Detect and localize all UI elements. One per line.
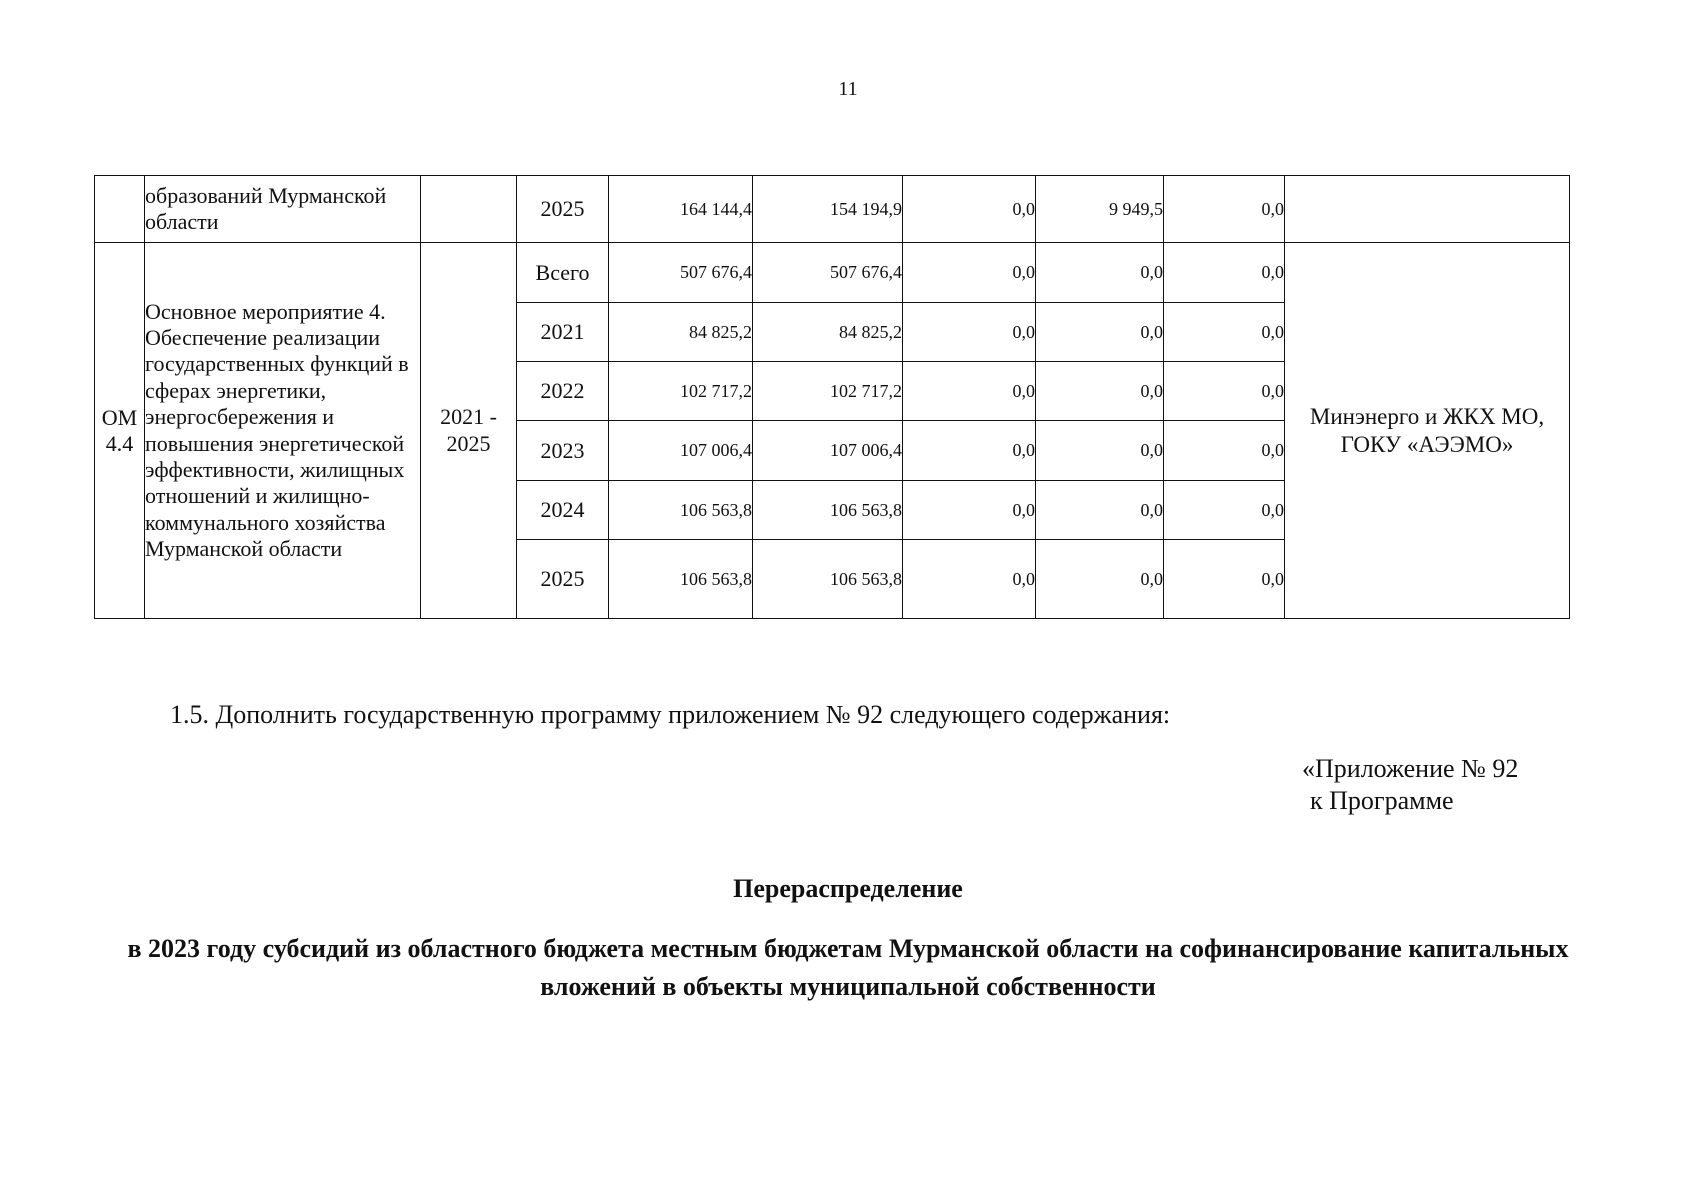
year-cell: Всего xyxy=(517,243,609,303)
value-regional: 106 563,8 xyxy=(753,540,903,619)
appendix-reference xyxy=(1302,753,1518,817)
value-total: 84 825,2 xyxy=(609,303,753,362)
value-regional: 102 717,2 xyxy=(753,362,903,421)
document-heading: Перераспределение xyxy=(733,874,963,903)
value-federal: 0,0 xyxy=(903,176,1036,243)
value-other: 0,0 xyxy=(1164,481,1285,540)
value-federal: 0,0 xyxy=(903,481,1036,540)
value-local: 0,0 xyxy=(1036,362,1164,421)
value-total: 102 717,2 xyxy=(609,362,753,421)
appendix-line: к Программе xyxy=(1310,786,1454,816)
table-row-continued xyxy=(95,176,1570,243)
value-total: 107 006,4 xyxy=(609,421,753,481)
value-regional: 507 676,4 xyxy=(753,243,903,303)
value-local: 0,0 xyxy=(1036,421,1164,481)
value-regional: 84 825,2 xyxy=(753,303,903,362)
row-period xyxy=(421,176,517,243)
value-regional: 154 194,9 xyxy=(753,176,903,243)
value-total: 507 676,4 xyxy=(609,243,753,303)
value-federal: 0,0 xyxy=(903,362,1036,421)
value-federal: 0,0 xyxy=(903,421,1036,481)
year-cell: 2022 xyxy=(517,362,609,421)
event-title: Основное мероприятие 4. Обеспечение реализации государственных функций в сферах энергетики, энергосбережения и повышения энергетической эффективности, жилищных отношений и жилищно-коммунального хозяйства Мурманской области xyxy=(145,243,421,619)
year-cell: 2025 xyxy=(517,540,609,619)
value-other: 0,0 xyxy=(1164,243,1285,303)
row-title: образований Мурманской области xyxy=(145,176,421,243)
value-federal: 0,0 xyxy=(903,303,1036,362)
value-other: 0,0 xyxy=(1164,362,1285,421)
amendment-paragraph: 1.5. Дополнить государственную программу приложением № 92 следующего содержания: xyxy=(170,700,1171,729)
value-local: 0,0 xyxy=(1036,481,1164,540)
year-cell: 2021 xyxy=(517,303,609,362)
value-other: 0,0 xyxy=(1164,176,1285,243)
value-other: 0,0 xyxy=(1164,540,1285,619)
value-total: 106 563,8 xyxy=(609,540,753,619)
row-executor xyxy=(1285,176,1570,243)
value-regional: 106 563,8 xyxy=(753,481,903,540)
value-total: 106 563,8 xyxy=(609,481,753,540)
table-row xyxy=(95,243,1570,303)
page-number: 11 xyxy=(838,78,858,100)
year-cell: 2025 xyxy=(517,176,609,243)
value-local: 0,0 xyxy=(1036,243,1164,303)
value-local: 9 949,5 xyxy=(1036,176,1164,243)
value-other: 0,0 xyxy=(1164,303,1285,362)
year-cell: 2024 xyxy=(517,481,609,540)
event-code: ОМ 4.4 xyxy=(95,243,145,619)
value-regional: 107 006,4 xyxy=(753,421,903,481)
document-subheading: в 2023 году субсидий из областного бюджета местным бюджетам Мурманской области на софинансирование капитальных вложений в объекты муниципальной собственности xyxy=(127,934,1569,1001)
year-cell: 2023 xyxy=(517,421,609,481)
value-total: 164 144,4 xyxy=(609,176,753,243)
budget-table xyxy=(94,175,1570,619)
value-local: 0,0 xyxy=(1036,303,1164,362)
appendix-line: «Приложение № 92 xyxy=(1302,754,1519,783)
event-executor: Минэнерго и ЖКХ МО, ГОКУ «АЭЭМО» xyxy=(1285,243,1570,619)
row-code xyxy=(95,176,145,243)
value-federal: 0,0 xyxy=(903,243,1036,303)
value-other: 0,0 xyxy=(1164,421,1285,481)
event-period: 2021 - 2025 xyxy=(421,243,517,619)
value-local: 0,0 xyxy=(1036,540,1164,619)
value-federal: 0,0 xyxy=(903,540,1036,619)
